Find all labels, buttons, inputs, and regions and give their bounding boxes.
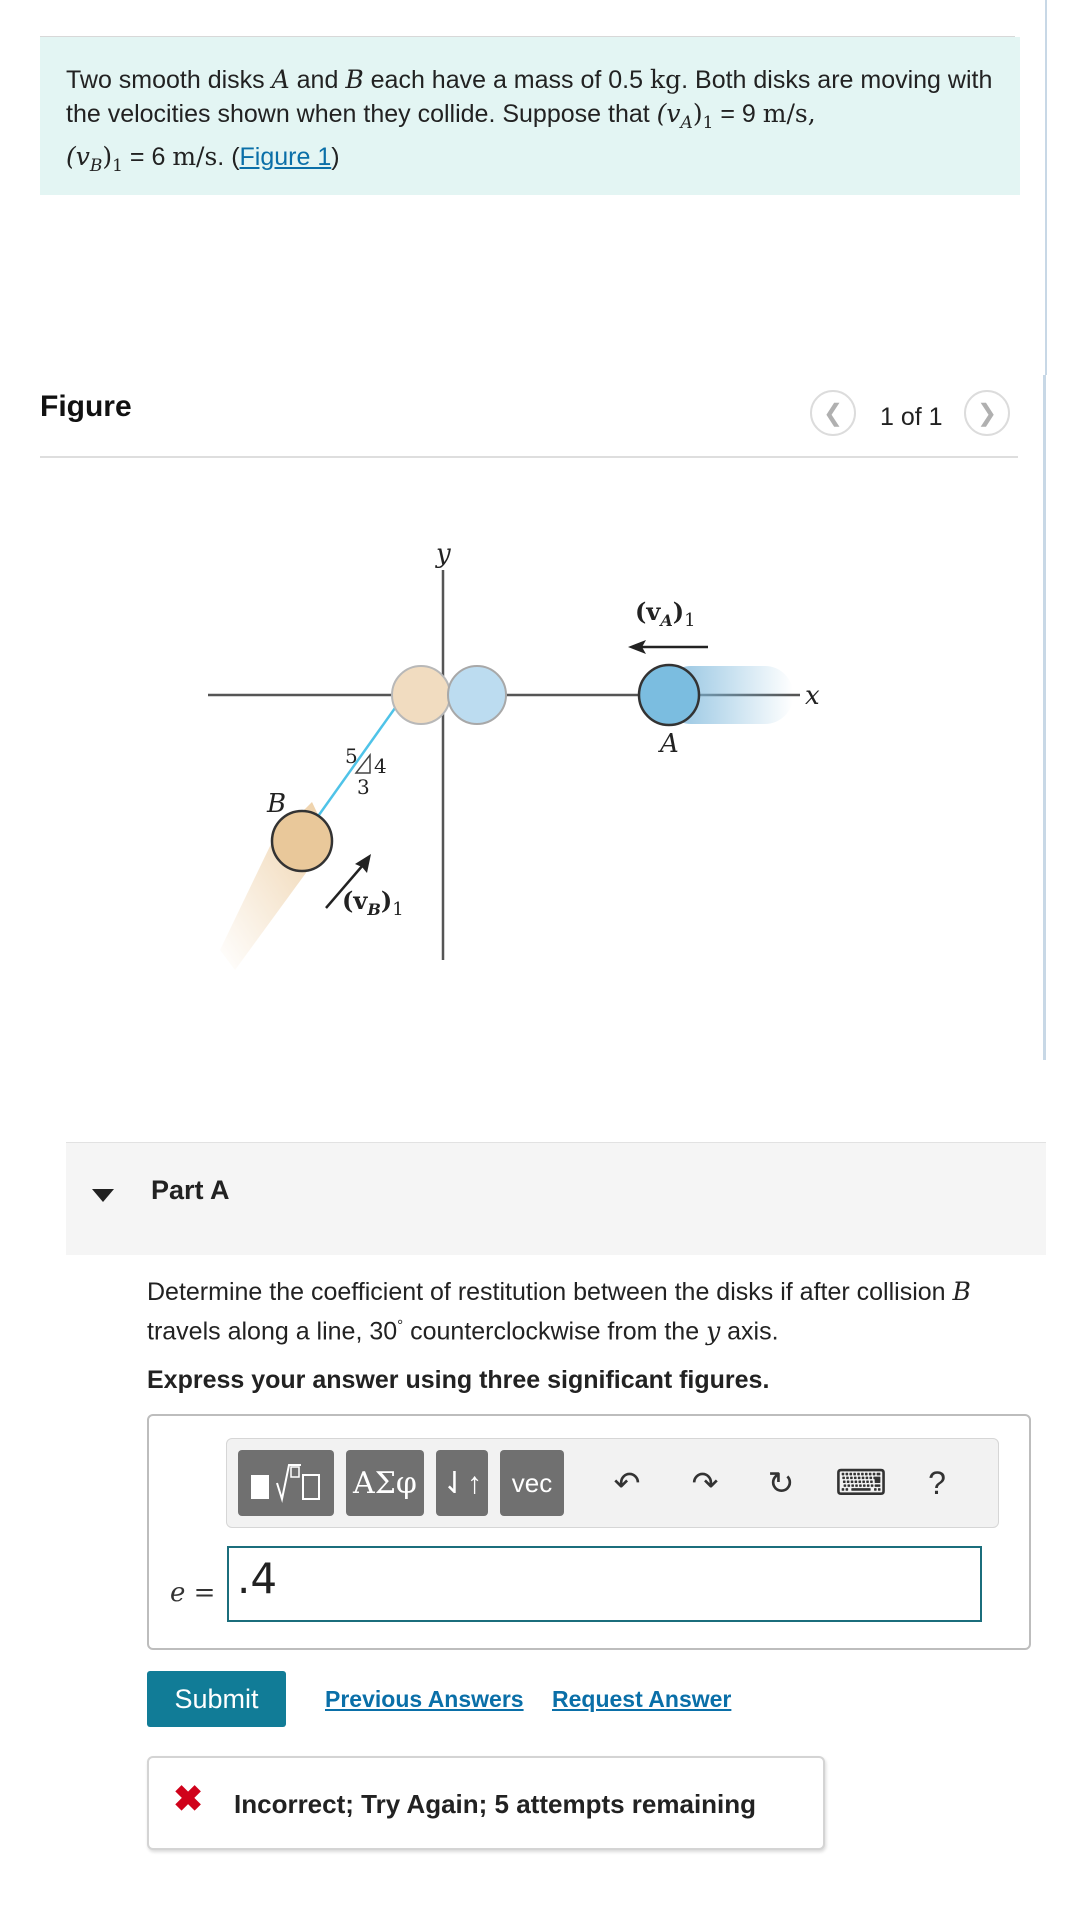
incorrect-icon: ✖ <box>173 1778 204 1819</box>
disk-a-contact-position <box>448 666 506 724</box>
disk-b-contact-position <box>392 666 450 724</box>
collapse-toggle-icon[interactable] <box>92 1189 114 1202</box>
help-button[interactable] <box>917 1450 957 1516</box>
keyboard-icon: ⌨ <box>835 1462 887 1503</box>
figure-title: Figure <box>40 390 132 423</box>
greek-symbols-button[interactable]: ΑΣφ <box>346 1450 424 1516</box>
part-a-title: Part A <box>151 1175 230 1205</box>
request-answer-link[interactable]: Request Answer <box>552 1686 732 1712</box>
y-axis-label: y <box>436 539 451 569</box>
slope-vertical-label: 4 <box>374 754 387 778</box>
chevron-left-icon: ❮ <box>822 399 844 427</box>
next-figure-button[interactable] <box>964 390 1010 436</box>
slope-hypotenuse-label: 5 <box>345 744 358 768</box>
velocity-b-label: $(v_B)_1$ <box>342 886 404 920</box>
collision-diagram <box>200 530 860 970</box>
feedback-text: Incorrect; Try Again; 5 attempts remaining <box>234 1789 757 1819</box>
disk-b-label: B <box>267 789 287 819</box>
disk-b <box>272 811 332 871</box>
undo-icon: ↶ <box>613 1465 641 1501</box>
reset-icon: ↻ <box>767 1465 795 1501</box>
answer-variable-label: e = <box>170 1578 216 1608</box>
answer-input[interactable]: .4 <box>227 1546 982 1622</box>
figure-link[interactable]: Figure 1 <box>239 143 332 171</box>
chevron-right-icon: ❯ <box>976 399 998 427</box>
problem-statement: Two smooth disks A and B each have a mass of 0.5 kg. Both disks are moving with the velocities shown when they collide. Suppose that $(v_A)_1 = 9$ m/s, $(v_B)_1 = 6$ m/s. (Figure 1) <box>40 37 1020 195</box>
previous-answers-link[interactable]: Previous Answers <box>325 1686 524 1712</box>
help-icon: ? <box>928 1464 946 1501</box>
math-toolbar <box>226 1438 999 1528</box>
arrows-icon: ⇃↑ <box>441 1466 483 1500</box>
answer-panel <box>147 1414 1031 1650</box>
feedback-message <box>147 1756 825 1850</box>
part-a-header[interactable] <box>66 1142 1046 1255</box>
velocity-a-label: $(v_A)_1$ <box>635 597 696 631</box>
subscript-superscript-button[interactable] <box>436 1450 488 1516</box>
figure-counter: 1 of 1 <box>880 403 943 431</box>
reset-button[interactable] <box>761 1450 801 1516</box>
disk-a-label: A <box>660 729 679 759</box>
fraction-root-icon <box>247 1461 325 1505</box>
previous-figure-button[interactable] <box>810 390 856 436</box>
slope-triangle <box>356 755 370 773</box>
submit-button[interactable]: Submit <box>147 1671 286 1727</box>
scrollbar-thumb[interactable] <box>1043 375 1046 1060</box>
question-text: Determine the coefficient of restitution between the disks if after collision B travels along a line, 30° counterclockwise from the y axis. <box>147 1277 971 1346</box>
disk-a <box>639 665 699 725</box>
figure-divider <box>40 456 1018 458</box>
vector-button[interactable]: vec <box>500 1450 564 1516</box>
slope-base-label: 3 <box>357 775 370 799</box>
scrollbar-track <box>1045 0 1047 375</box>
templates-button[interactable] <box>238 1450 334 1516</box>
undo-button[interactable] <box>607 1450 647 1516</box>
answer-instruction: Express your answer using three significant figures. <box>147 1366 770 1394</box>
x-axis-label: x <box>805 681 820 711</box>
redo-icon: ↷ <box>691 1465 719 1501</box>
redo-button[interactable] <box>685 1450 725 1516</box>
keyboard-button[interactable] <box>833 1450 889 1516</box>
